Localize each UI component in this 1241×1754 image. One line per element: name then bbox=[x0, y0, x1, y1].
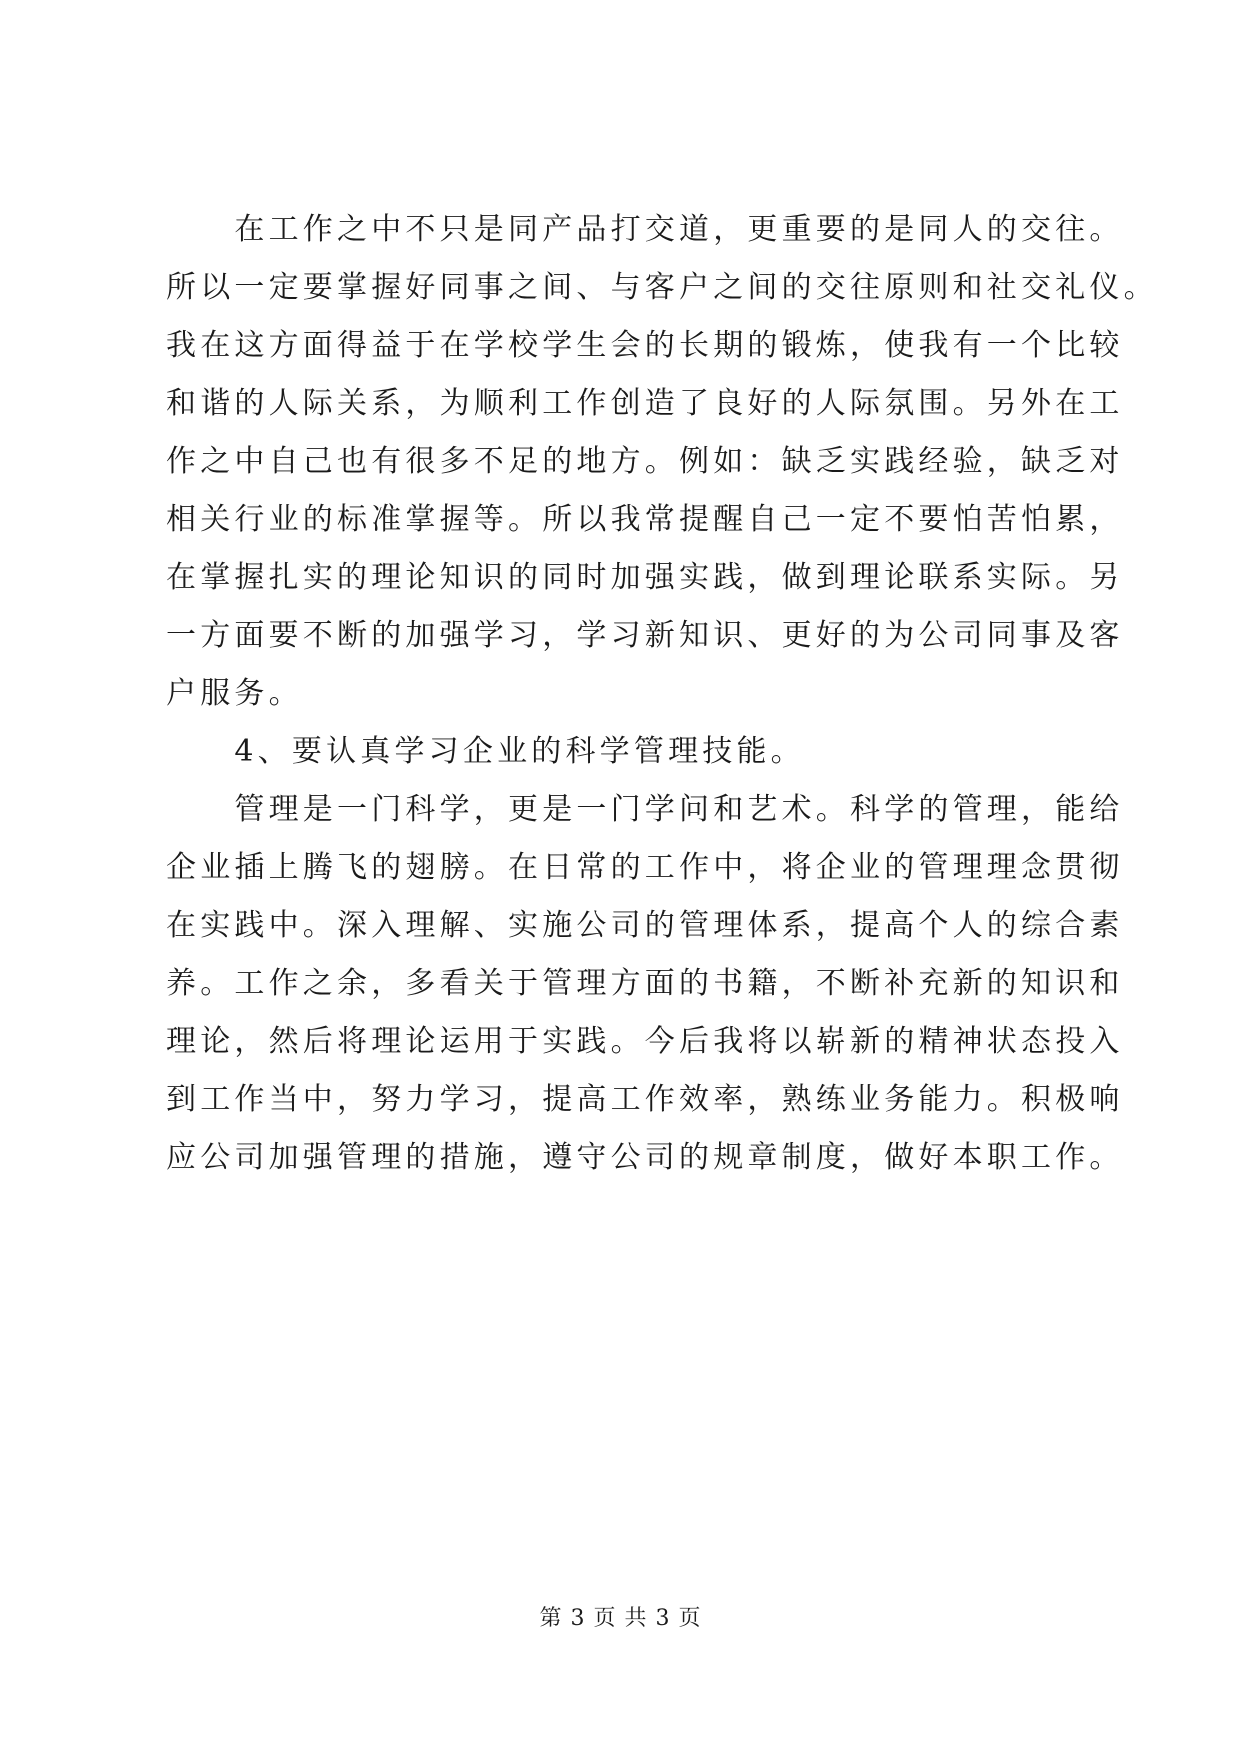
text-line: 理论，然后将理论运用于实践。今后我将以崭新的精神状态投入 bbox=[166, 1024, 1124, 1059]
text-line: 应公司加强管理的措施，遵守公司的规章制度，做好本职工作。 bbox=[166, 1140, 1124, 1175]
text-line: 一方面要不断的加强学习，学习新知识、更好的为公司同事及客 bbox=[166, 618, 1124, 653]
text-line: 在工作之中不只是同产品打交道，更重要的是同人的交往。 bbox=[166, 212, 1124, 247]
text-line: 养。工作之余，多看关于管理方面的书籍，不断补充新的知识和 bbox=[166, 966, 1124, 1001]
text-line: 所以一定要掌握好同事之间、与客户之间的交往原则和社交礼仪。 bbox=[166, 270, 1158, 305]
text-line: 在掌握扎实的理论知识的同时加强实践，做到理论联系实际。另 bbox=[166, 560, 1124, 595]
text-line: 我在这方面得益于在学校学生会的长期的锻炼，使我有一个比较 bbox=[166, 328, 1124, 363]
text-line: 相关行业的标准掌握等。所以我常提醒自己一定不要怕苦怕累， bbox=[166, 502, 1124, 537]
text-line: 户服务。 bbox=[166, 676, 303, 711]
text-line: 企业插上腾飞的翅膀。在日常的工作中，将企业的管理理念贯彻 bbox=[166, 850, 1124, 885]
text-line: 在实践中。深入理解、实施公司的管理体系，提高个人的综合素 bbox=[166, 908, 1124, 943]
text-line: 作之中自己也有很多不足的地方。例如：缺乏实践经验，缺乏对 bbox=[166, 444, 1124, 479]
text-line: 管理是一门科学，更是一门学问和艺术。科学的管理，能给 bbox=[166, 792, 1124, 827]
text-line: 和谐的人际关系，为顺利工作创造了良好的人际氛围。另外在工 bbox=[166, 386, 1124, 421]
section-heading: 4、要认真学习企业的科学管理技能。 bbox=[166, 734, 805, 769]
text-line: 到工作当中，努力学习，提高工作效率，熟练业务能力。积极响 bbox=[166, 1082, 1124, 1117]
page-number-footer: 第 3 页 共 3 页 bbox=[539, 1606, 702, 1631]
